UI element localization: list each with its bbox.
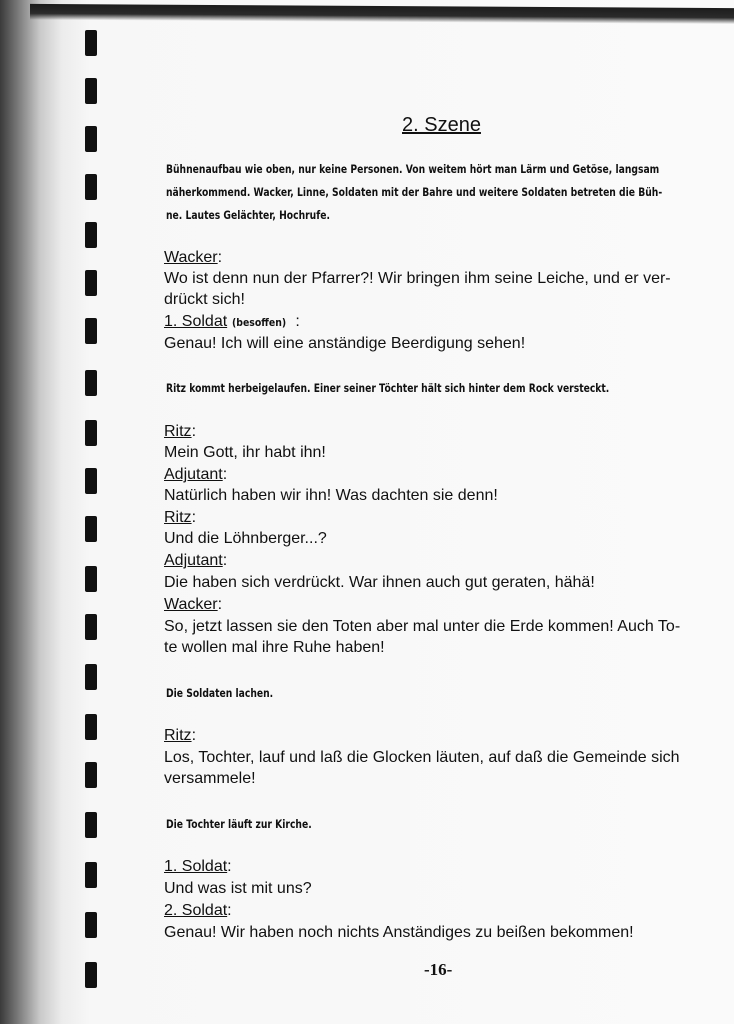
speaker-ritz: Ritz: bbox=[164, 509, 197, 526]
stage-direction-line: Die Soldaten lachen. bbox=[166, 686, 274, 700]
speaker-ritz: Ritz: bbox=[164, 727, 197, 744]
scan-shadow-top bbox=[30, 4, 734, 24]
speaker-soldat-1: 1. Soldat (besoffen) : bbox=[164, 311, 300, 334]
speaker-wacker: Wacker: bbox=[164, 596, 223, 613]
dialogue-line: Genau! Wir haben noch nichts Anständiges zu beißen bekommen! bbox=[164, 924, 634, 941]
dialogue-line: Natürlich haben wir ihn! Was dachten sie denn! bbox=[164, 487, 498, 504]
binding-hole bbox=[85, 812, 97, 838]
binding-hole bbox=[85, 566, 97, 592]
binding-hole bbox=[85, 962, 97, 988]
dialogue-line: drückt sich! bbox=[164, 291, 245, 308]
binding-hole bbox=[85, 912, 97, 938]
spiral-binding bbox=[0, 0, 100, 1024]
dialogue-line: Los, Tochter, lauf und laß die Glocken läuten, auf daß die Gemeinde sich bbox=[164, 749, 680, 766]
binding-hole bbox=[85, 78, 97, 104]
binding-hole bbox=[85, 270, 97, 296]
binding-hole bbox=[85, 420, 97, 446]
binding-hole bbox=[85, 762, 97, 788]
binding-hole bbox=[85, 30, 97, 56]
binding-hole bbox=[85, 468, 97, 494]
dialogue-line: Und die Löhnberger...? bbox=[164, 530, 327, 547]
speaker-soldat-1: 1. Soldat: bbox=[164, 858, 232, 875]
speaker-wacker: Wacker: bbox=[164, 249, 223, 266]
binding-hole bbox=[85, 664, 97, 690]
dialogue-line: versammele! bbox=[164, 770, 256, 787]
speaker-adjutant: Adjutant: bbox=[164, 466, 228, 483]
dialogue-line: Wo ist denn nun der Pfarrer?! Wir bringen ihm seine Leiche, und er ver- bbox=[164, 270, 671, 287]
dialogue-line: Genau! Ich will eine anständige Beerdigung sehen! bbox=[164, 335, 526, 352]
page-number: -16- bbox=[424, 960, 453, 979]
speaker-soldat-2: 2. Soldat: bbox=[164, 902, 232, 919]
binding-hole bbox=[85, 614, 97, 640]
binding-hole bbox=[85, 222, 97, 248]
binding-hole bbox=[85, 126, 97, 152]
stage-direction-line: Bühnenaufbau wie oben, nur keine Personen. Von weitem hört man Lärm und Getöse, langsam bbox=[166, 162, 660, 176]
stage-direction-line: ne. Lautes Gelächter, Hochrufe. bbox=[166, 208, 330, 222]
binding-hole bbox=[85, 516, 97, 542]
speaker-ritz: Ritz: bbox=[164, 423, 197, 440]
binding-hole bbox=[85, 174, 97, 200]
dialogue-line: te wollen mal ihre Ruhe haben! bbox=[164, 639, 385, 656]
binding-hole bbox=[85, 862, 97, 888]
binding-hole bbox=[85, 370, 97, 396]
dialogue-line: Mein Gott, ihr habt ihn! bbox=[164, 444, 326, 461]
stage-direction-line: Ritz kommt herbeigelaufen. Einer seiner Töchter hält sich hinter dem Rock versteckt. bbox=[166, 381, 610, 395]
stage-direction-line: Die Tochter läuft zur Kirche. bbox=[166, 817, 312, 831]
binding-hole bbox=[85, 714, 97, 740]
speaker-adjutant: Adjutant: bbox=[164, 552, 228, 569]
dialogue-line: Und was ist mit uns? bbox=[164, 880, 312, 897]
stage-direction-line: näherkommend. Wacker, Linne, Soldaten mit der Bahre und weitere Soldaten betreten die Büh- bbox=[166, 185, 663, 199]
dialogue-line: So, jetzt lassen sie den Toten aber mal unter die Erde kommen! Auch To- bbox=[164, 618, 681, 635]
binding-hole bbox=[85, 318, 97, 344]
dialogue-line: Die haben sich verdrückt. War ihnen auch gut geraten, hähä! bbox=[164, 574, 595, 591]
scene-title: 2. Szene bbox=[402, 114, 481, 136]
speaker-qualifier: (besoffen) bbox=[231, 316, 286, 329]
